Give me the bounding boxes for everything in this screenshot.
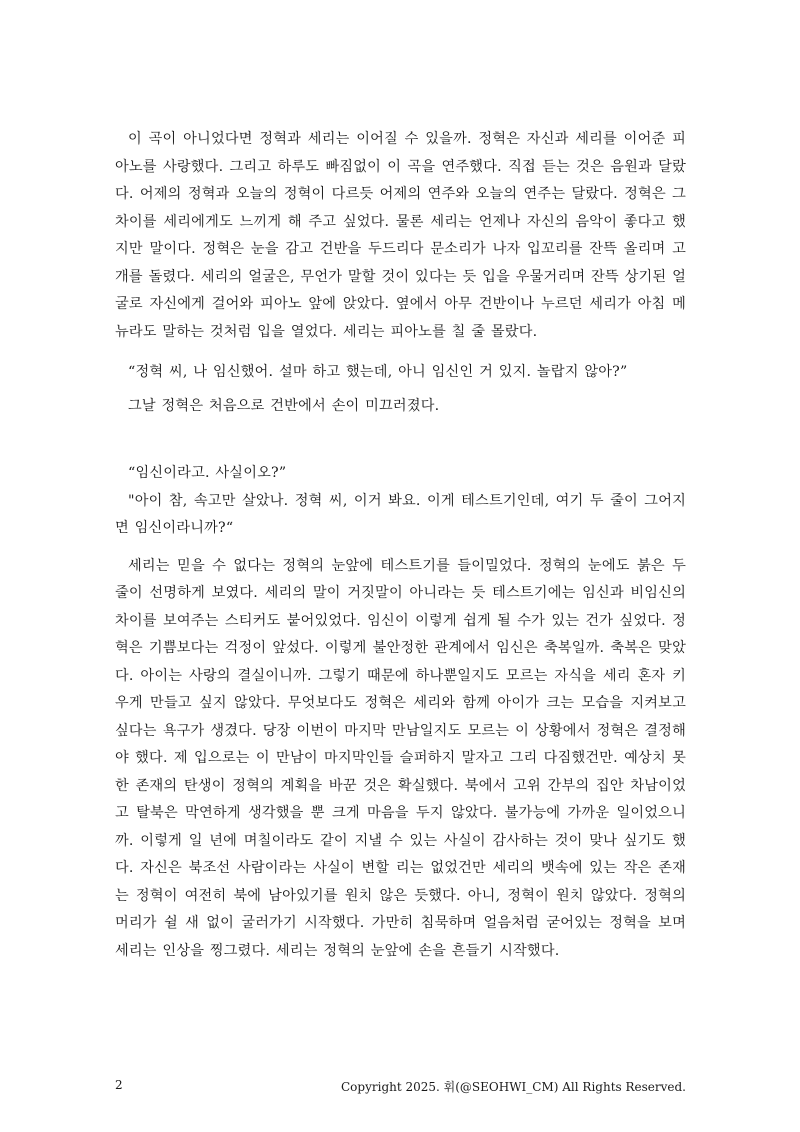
copyright-notice: Copyright 2025. 휘(@SEOHWI_CM) All Rights Reserved. [341,1080,686,1094]
dialogue-paragraph: “임신이라고. 사실이오?” [128,465,287,481]
paragraph: 그날 정혁은 처음으로 건반에서 손이 미끄러졌다. [128,397,440,414]
document-body [115,126,686,965]
page-footer [115,1078,686,1095]
paragraph: 세리는 믿을 수 없다는 정혁의 눈앞에 테스트기를 들이밀었다. 정혁의 눈에도 붉은 두 줄이 선명하게 보였다. 세리의 말이 거짓말이 아니라는 듯 테스트기에는 임신과 비임신의 차이를 보여주는 스티커도 붙어있었다. 임신이 이렇게 쉽게 될 수가 있는 건가 싶었다. 정혁은 기쁨보다는 걱정이 앞섰다. 이렇게 불안정한 관계에서 임신은 축복일까. 축복은 맞았다. 아이는 사랑의 결실이니까. 그렇기 때문에 하나뿐일지도 모르는 자식을 세리 혼자 키우게 만들고 싶지 않았다. 무엇보다도 정혁은 세리와 함께 아이가 크는 모습을 지켜보고 싶다는 욕구가 생겼다. 당장 이번이 마지막 만남일지도 모르는 이 상황에서 정혁은 결정해야 했다. 제 입으로는 이 만남이 마지막인들 슬퍼하지 말자고 그리 다짐했건만. 예상치 못한 존재의 탄생이 정혁의 계획을 바꾼 것은 확실했다. 북에서 고위 간부의 집안 차남이었고 탈북은 막연하게 생각했을 뿐 크게 마음을 두지 않았다. 불가능에 가까운 일이었으니까. 이렇게 일 년에 며칠이라도 같이 지낼 수 있는 사실이 감사하는 것이 맞나 싶기도 했다. 자신은 북조선 사람이라는 사실이 변할 리는 없었건만 세리의 뱃속에 있는 작은 존재는 정혁이 여전히 북에 남아있기를 원치 않은 듯했다. 아니, 정혁이 원치 않았다. 정혁의 머리가 쉴 새 없이 굴러가기 시작했다. 가만히 침묵하며 얼음처럼 굳어있는 정혁을 보며 세리는 인상을 찡그렸다. 세리는 정혁의 눈앞에 손을 흔들기 시작했다. [115,557,686,959]
dialogue-paragraph: “정혁 씨, 나 임신했어. 설마 하고 했는데, 아니 임신인 거 있지. 놀랍지 않아?” [128,364,628,380]
paragraph: 이 곡이 아니었다면 정혁과 세리는 이어질 수 있을까. 정혁은 자신과 세리를 이어준 피아노를 사랑했다. 그리고 하루도 빠짐없이 이 곡을 연주했다. 직접 듣는 것은 음원과 달랐다. 어제의 정혁과 오늘의 정혁이 다르듯 어제의 연주와 오늘의 연주는 달랐다. 정혁은 그 차이를 세리에게도 느끼게 해 주고 싶었다. 물론 세리는 언제나 자신의 음악이 좋다고 했지만 말이다. 정혁은 눈을 감고 건반을 두드리다 문소리가 나자 입꼬리를 잔뜩 올리며 고개를 돌렸다. 세리의 얼굴은, 무언가 말할 것이 있다는 듯 입을 우물거리며 잔뜩 상기된 얼굴로 자신에게 걸어와 피아노 앞에 앉았다. 옆에서 아무 건반이나 누르던 세리가 아침 메뉴라도 말하는 것처럼 입을 열었다. 세리는 피아노를 칠 줄 몰랐다. [115,131,686,340]
page-number: 2 [115,1078,123,1092]
dialogue-paragraph: "아이 참, 속고만 살았나. 정혁 씨, 이거 봐요. 이게 테스트기인데, 여기 두 줄이 그어지면 임신이라니까?“ [115,492,686,536]
